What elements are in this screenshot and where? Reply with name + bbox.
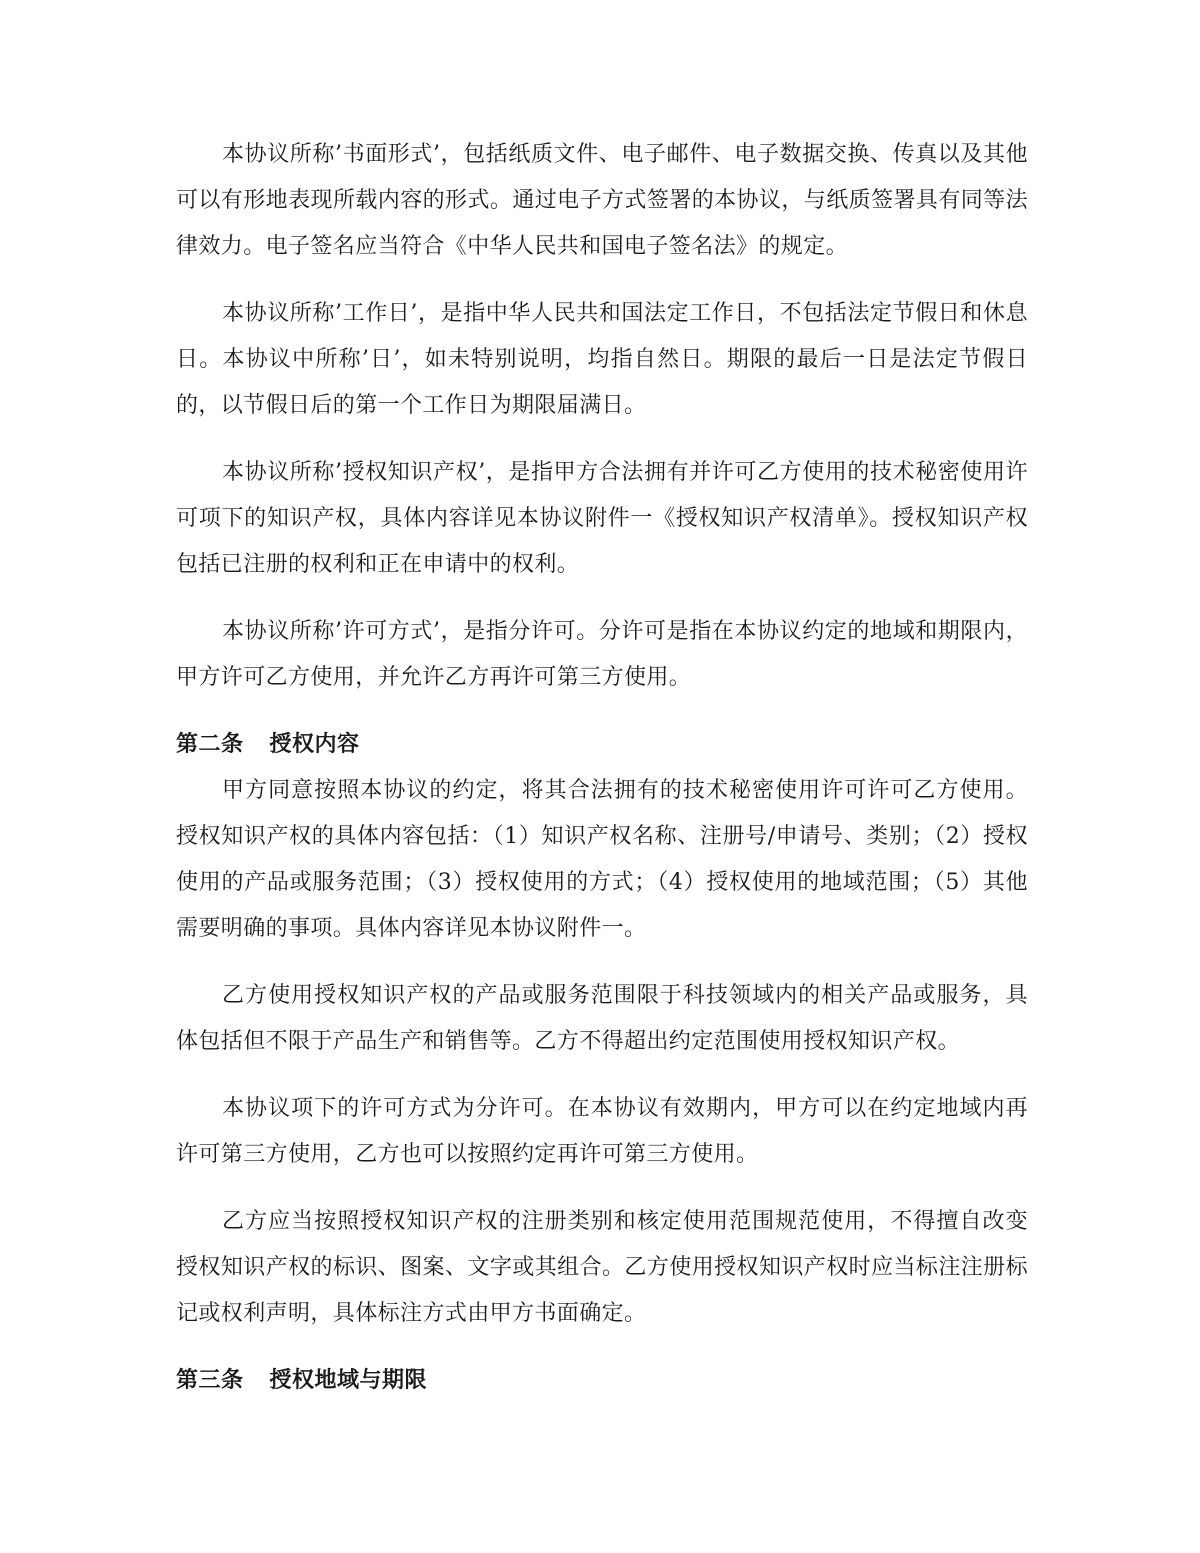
article-2-paragraph-product-range: 乙方使用授权知识产权的产品或服务范围限于科技领域内的相关产品或服务，具体包括但不限于产品生产和销售等。乙方不得超出约定范围使用授权知识产权。 <box>176 983 1028 1054</box>
document-body <box>176 132 1028 1404</box>
article-2-title: 授权内容 <box>269 732 360 757</box>
paragraph-written-form: 本协议所称’书面形式’，包括纸质文件、电子邮件、电子数据交换、传真以及其他可以有形地表现所载内容的形式。通过电子方式签署的本协议，与纸质签署具有同等法律效力。电子签名应当符合《中华人民共和国电子签名法》的规定。 <box>176 142 1028 259</box>
article-2-paragraph-usage-rules: 乙方应当按照授权知识产权的注册类别和核定使用范围规范使用，不得擅自改变授权知识产权的标识、图案、文字或其组合。乙方使用授权知识产权时应当标注注册标记或权利声明，具体标注方式由甲方书面确定。 <box>176 1209 1028 1326</box>
paragraph-working-day: 本协议所称’工作日’，是指中华人民共和国法定工作日，不包括法定节假日和休息日。本协议中所称’日’，如未特别说明，均指自然日。期限的最后一日是法定节假日的，以节假日后的第一个工作日为期限届满日。 <box>176 301 1028 418</box>
article-2-paragraph-scope: 甲方同意按照本协议的约定，将其合法拥有的技术秘密使用许可许可乙方使用。授权知识产权的具体内容包括：（1）知识产权名称、注册号/申请号、类别；（2）授权使用的产品或服务范围；（3）授权使用的方式；（4）授权使用的地域范围；（5）其他需要明确的事项。具体内容详见本协议附件一。 <box>176 778 1028 941</box>
article-3-title: 授权地域与期限 <box>269 1368 428 1393</box>
paragraph-license-mode: 本协议所称’许可方式’，是指分许可。分许可是指在本协议约定的地域和期限内，甲方许可乙方使用，并允许乙方再许可第三方使用。 <box>176 619 1028 690</box>
article-2-paragraph-sublicense: 本协议项下的许可方式为分许可。在本协议有效期内，甲方可以在约定地域内再许可第三方使用，乙方也可以按照约定再许可第三方使用。 <box>176 1096 1028 1167</box>
article-3-heading <box>176 1358 1028 1404</box>
article-2-number: 第二条 <box>176 732 244 757</box>
article-2-heading <box>176 722 1028 768</box>
article-3-number: 第三条 <box>176 1368 244 1393</box>
paragraph-licensed-ip: 本协议所称’授权知识产权’，是指甲方合法拥有并许可乙方使用的技术秘密使用许可项下的知识产权，具体内容详见本协议附件一《授权知识产权清单》。授权知识产权包括已注册的权利和正在申请中的权利。 <box>176 460 1028 577</box>
